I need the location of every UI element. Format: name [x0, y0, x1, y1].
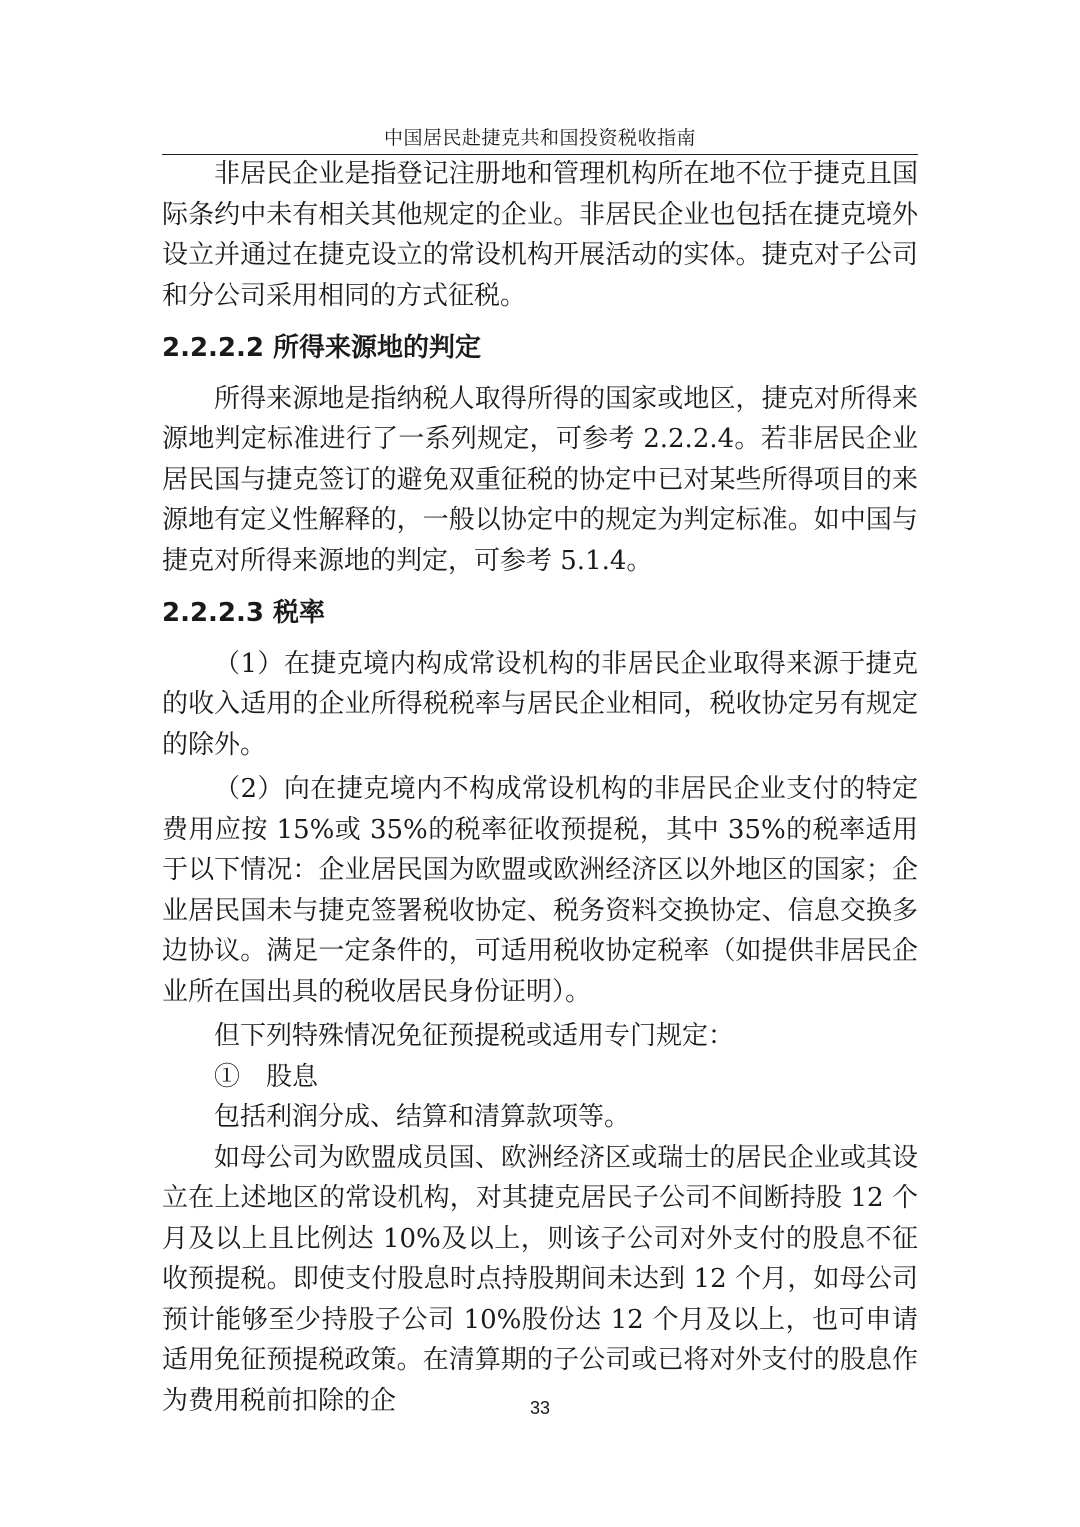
section-heading-2-2-2-3: 2.2.2.3 税率 — [162, 598, 326, 628]
paragraph-dividend-rule: 如母公司为欧盟成员国、欧洲经济区或瑞士的居民企业或其设立在上述地区的常设机构，对其捷克居民子公司不间断持股 12 个月及以上且比例达 10%及以上，则该子公司对外支付的股息不征收预提税。即使支付股息时点持股期间未达到 12 个月，如母公司预计能够至少持股子公司 10%股份达 12 个月及以上，也可申请适用免征预提税政策。在清算期的子公司或已将对外支付的股息作为费用税前扣除的企 — [162, 1142, 918, 1416]
paragraph-rate-2: （2）向在捷克境内不构成常设机构的非居民企业支付的特定费用应按 15%或 35%的税率征收预提税，其中 35%的税率适用于以下情况：企业居民国为欧盟或欧洲经济区以外地区的国家；企业居民国未与捷克签署税收协定、税务资料交换协定、信息交换多边协议。满足一定条件的，可适用税收协定税率（如提供非居民企业所在国出具的税收居民身份证明）。 — [162, 774, 918, 1007]
list-item-dividend: ① 股息 — [214, 1061, 319, 1092]
running-header-title: 中国居民赴捷克共和国投资税收指南 — [383, 127, 696, 149]
paragraph-exemptions-intro: 但下列特殊情况免征预提税或适用专门规定： — [214, 1021, 735, 1051]
paragraph-nonresident-definition: 非居民企业是指登记注册地和管理机构所在地不位于捷克且国际条约中未有相关其他规定的企业。非居民企业也包括在捷克境外设立并通过在捷克设立的常设机构开展活动的实体。捷克对子公司和分公司采用相同的方式征税。 — [162, 159, 918, 311]
paragraph-dividend-scope: 包括利润分成、结算和清算款项等。 — [214, 1102, 631, 1132]
page-number: 33 — [529, 1398, 551, 1418]
paragraph-income-source: 所得来源地是指纳税人取得所得的国家或地区，捷克对所得来源地判定标准进行了一系列规定，可参考 2.2.2.4。若非居民企业居民国与捷克签订的避免双重征税的协定中已对某些所得项目的来源地有定义性解释的，一般以协定中的规定为判定标准。如中国与捷克对所得来源地的判定，可参考 5.1.4。 — [162, 383, 918, 576]
section-heading-2-2-2-2: 2.2.2.2 所得来源地的判定 — [162, 333, 482, 363]
paragraph-rate-1: （1）在捷克境内构成常设机构的非居民企业取得来源于捷克的收入适用的企业所得税税率与居民企业相同，税收协定另有规定的除外。 — [162, 648, 918, 760]
page-body — [162, 154, 918, 1421]
